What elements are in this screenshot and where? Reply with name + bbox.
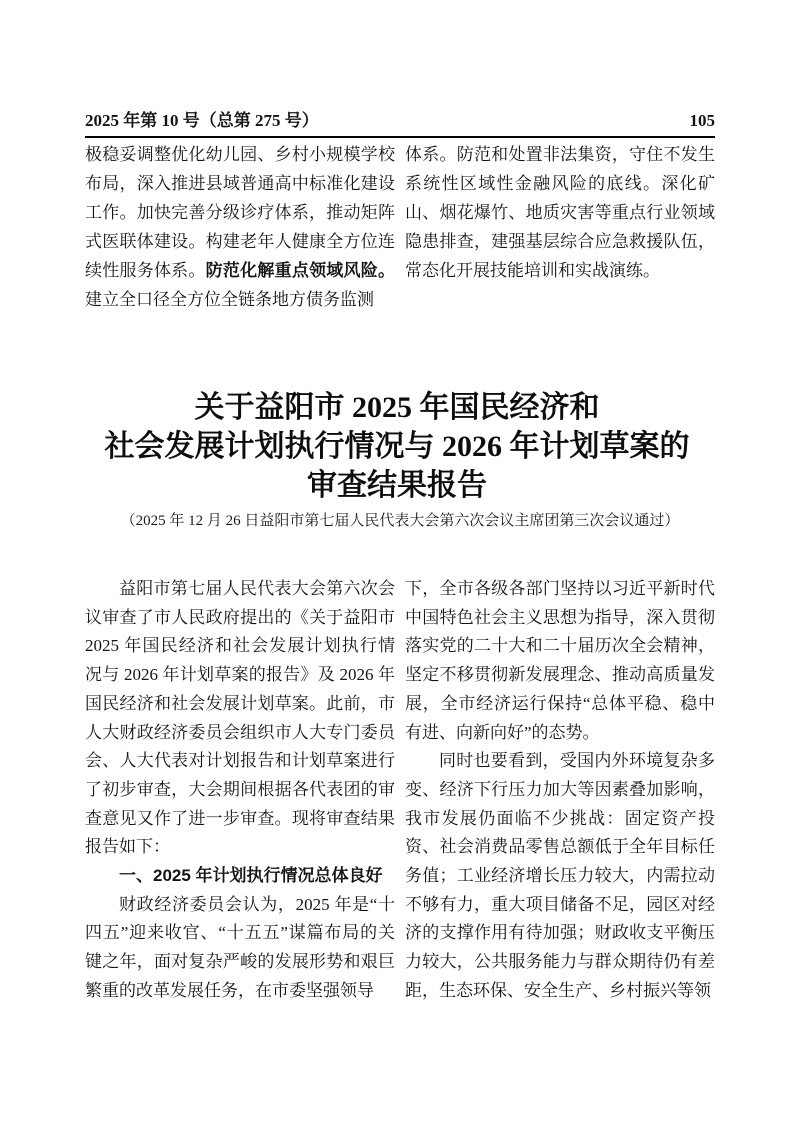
page-number: 105 xyxy=(689,111,715,130)
paragraph xyxy=(405,140,715,285)
paragraph xyxy=(85,140,395,314)
body-left-column xyxy=(85,575,395,1013)
paragraph xyxy=(85,891,395,1006)
document-title xyxy=(0,388,794,505)
top-left-column xyxy=(85,140,395,314)
top-text-section xyxy=(85,140,715,314)
section-heading xyxy=(85,862,395,891)
body-text-section xyxy=(85,575,715,1013)
paragraph xyxy=(85,575,395,862)
title-line-3: 审查结果报告 xyxy=(307,469,487,502)
bold-text-run: 一、2025 年计划执行情况总体良好 xyxy=(119,866,383,886)
text-run: 益阳市第七届人民代表大会第六次会议审查了市人民政府提出的《关于益阳市 2025 年国民经济和社会发展计划执行情况与 2026 年计划草案的报告》及 2026 年国民经济和社会发展计划草案。此前，市人大财政经济委员会组织市人大专门委员会、人大代表对计划报告和计划草案进行了初步审查，大会期间根据各代表团的审查意见又作了进一步审查。现将审查结果报告如下： xyxy=(85,579,395,857)
body-right-column xyxy=(405,575,715,1013)
paragraph xyxy=(405,747,715,1005)
text-run: 同时也要看到，受国内外环境复杂多变、经济下行压力加大等因素叠加影响，我市发展仍面临不少挑战：固定资产投资、社会消费品零售总额低于全年目标任务值；工业经济增长压力较大，内需拉动不够有力，重大项目储备不足，园区对经济的支撑作用有待加强；财政收支平衡压力较大，公共服务能力与群众期待仍有差距，生态环保、安全生产、乡村振兴等领 xyxy=(405,751,715,1000)
text-run: 建立全口径全方位全链条地方债务监测 xyxy=(85,290,374,309)
text-run: 下，全市各级各部门坚持以习近平新时代中国特色社会主义思想为指导，深入贯彻落实党的二十大和二十届历次全会精神，坚定不移贯彻新发展理念、推动高质量发展，全市经济运行保持“总体平稳、稳中有进、向新向好”的态势。 xyxy=(405,579,715,742)
document-subtitle: （2025 年 12 月 26 日益阳市第七届人民代表大会第六次会议主席团第三次会议通过） xyxy=(120,513,680,529)
text-run: 财政经济委员会认为，2025 年是“十四五”迎来收官、“十五五”谋篇布局的关键之年，面对复杂严峻的发展形势和艰巨繁重的改革发展任务，在市委坚强领导 xyxy=(85,894,395,1000)
issue-label: 2025 年第 10 号（总第 275 号） xyxy=(85,111,319,130)
title-line-2: 社会发展计划执行情况与 2026 年计划草案的 xyxy=(104,430,690,463)
top-right-column xyxy=(405,140,715,314)
text-run: 极稳妥调整优化幼儿园、乡村小规模学校布局，深入推进县域普通高中标准化建设工作。加快完善分级诊疗体系，推动矩阵式医联体建设。构建老年人健康全方位连续性服务体系。 xyxy=(85,145,395,280)
title-line-1: 关于益阳市 2025 年国民经济和 xyxy=(194,391,600,424)
text-run: 体系。防范和处置非法集资，守住不发生系统性区域性金融风险的底线。深化矿山、烟花爆竹、地质灾害等重点行业领域隐患排查，建强基层综合应急救援队伍，常态化开展技能培训和实战演练。 xyxy=(405,145,715,280)
page-header xyxy=(85,106,715,138)
bold-text-run: 防范化解重点领域风险。 xyxy=(205,261,396,280)
paragraph xyxy=(405,575,715,747)
